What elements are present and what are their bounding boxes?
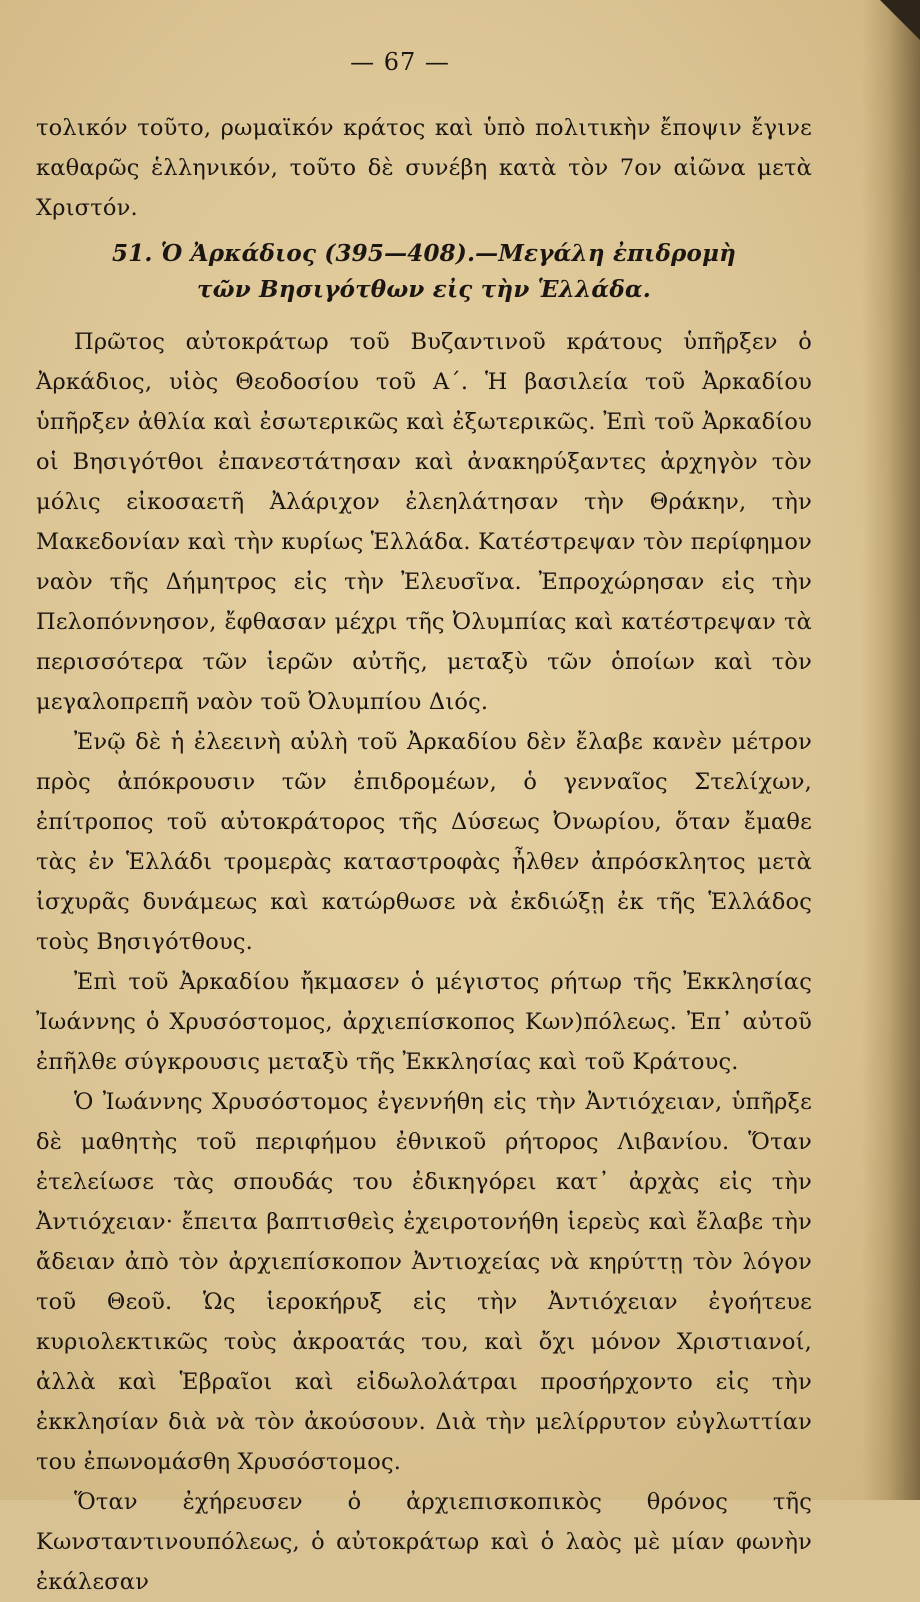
page-edge-shadow	[862, 0, 920, 1500]
page-text	[36, 108, 812, 1602]
paragraph-continued: τολικόν τοῦτο, ρωμαϊκόν κράτος καὶ ὑπὸ πολιτικὴν ἔποψιν ἔγινε καθαρῶς ἑλληνικόν, τοῦτο δὲ συνέβη κατὰ τὸν 7ον αἰῶνα μετὰ Χριστόν.	[36, 115, 812, 221]
section-heading	[36, 236, 812, 308]
section-heading-line-2: τῶν Βησιγότθων εἰς τὴν Ἑλλάδα.	[197, 276, 651, 303]
paragraph: Ἐνῷ δὲ ἡ ἐλεεινὴ αὐλὴ τοῦ Ἀρκαδίου δὲν ἔλαβε κανὲν μέτρον πρὸς ἀπόκρουσιν τῶν ἐπιδρομέων, ὁ γενναῖος Στελίχων, ἐπίτροπος τοῦ αὐτοκράτορος τῆς Δύσεως Ὀνωρίου, ὅταν ἔμαθε τὰς ἐν Ἑλλάδι τρομερὰς καταστροφὰς ἦλθεν ἀπρόσκλητος μετὰ ἰσχυρᾶς δυνάμεως καὶ κατώρθωσε νὰ ἐκδιώξῃ ἐκ τῆς Ἑλλάδος τοὺς Βησιγότθους.	[36, 729, 812, 955]
section-heading-line-1: 51. Ὁ Ἀρκάδιος (395—408).—Μεγάλη ἐπιδρομὴ	[111, 240, 737, 267]
paragraph: Πρῶτος αὐτοκράτωρ τοῦ Βυζαντινοῦ κράτους ὑπῆρξεν ὁ Ἀρκάδιος, υἱὸς Θεοδοσίου τοῦ Α΄. Ἡ βασιλεία τοῦ Ἀρκαδίου ὑπῆρξεν ἀθλία καὶ ἐσωτερικῶς καὶ ἐξωτερικῶς. Ἐπὶ τοῦ Ἀρκαδίου οἱ Βησιγότθοι ἐπανεστάτησαν καὶ ἀνακηρύξαντες ἀρχηγὸν τὸν μόλις εἰκοσαετῆ Ἀλάριχον ἐλεηλάτησαν τὴν Θράκην, τὴν Μακεδονίαν καὶ τὴν κυρίως Ἑλλάδα. Κατέστρεψαν τὸν περίφημον ναὸν τῆς Δήμητρος εἰς τὴν Ἐλευσῖνα. Ἐπροχώρησαν εἰς τὴν Πελοπόννησον, ἔφθασαν μέχρι τῆς Ὀλυμπίας καὶ κατέστρεψαν τὰ περισσότερα τῶν ἱερῶν αὐτῆς, μεταξὺ τῶν ὁποίων καὶ τὸν μεγαλοπρεπῆ ναὸν τοῦ Ὀλυμπίου Διός.	[36, 329, 812, 715]
paragraph: Ἐπὶ τοῦ Ἀρκαδίου ἤκμασεν ὁ μέγιστος ρήτωρ τῆς Ἐκκλησίας Ἰωάννης ὁ Χρυσόστομος, ἀρχιεπίσκοπος Κων)πόλεως. Ἐπ᾿ αὐτοῦ ἐπῆλθε σύγκρουσις μεταξὺ τῆς Ἐκκλησίας καὶ τοῦ Κράτους.	[36, 969, 812, 1075]
paragraph: Ὅταν ἐχήρευσεν ὁ ἀρχιεπισκοπικὸς θρόνος τῆς Κωνσταντινουπόλεως, ὁ αὐτοκράτωρ καὶ ὁ λαὸς μὲ μίαν φωνὴν ἐκάλεσαν	[36, 1489, 812, 1595]
page-corner	[880, 0, 920, 40]
page-number: — 67 —	[350, 48, 450, 76]
paragraph: Ὁ Ἰωάννης Χρυσόστομος ἐγεννήθη εἰς τὴν Ἀντιόχειαν, ὑπῆρξε δὲ μαθητὴς τοῦ περιφήμου ἐθνικοῦ ρήτορος Λιβανίου. Ὅταν ἐτελείωσε τὰς σπουδάς του ἐδικηγόρει κατ᾿ ἀρχὰς εἰς τὴν Ἀντιόχειαν· ἔπειτα βαπτισθεὶς ἐχειροτονήθη ἱερεὺς καὶ ἔλαβε τὴν ἄδειαν ἀπὸ τὸν ἀρχιεπίσκοπον Ἀντιοχείας νὰ κηρύττῃ τὸν λόγον τοῦ Θεοῦ. Ὡς ἱεροκήρυξ εἰς τὴν Ἀντιόχειαν ἐγοήτευε κυριολεκτικῶς τοὺς ἀκροατάς του, καὶ ὄχι μόνον Χριστιανοί, ἀλλὰ καὶ Ἑβραῖοι καὶ εἰδωλολάτραι προσήρχοντο εἰς τὴν ἐκκλησίαν διὰ νὰ τὸν ἀκούσουν. Διὰ τὴν μελίρρυτον εὐγλωττίαν του ἐπωνομάσθη Χρυσόστομος.	[36, 1089, 812, 1475]
